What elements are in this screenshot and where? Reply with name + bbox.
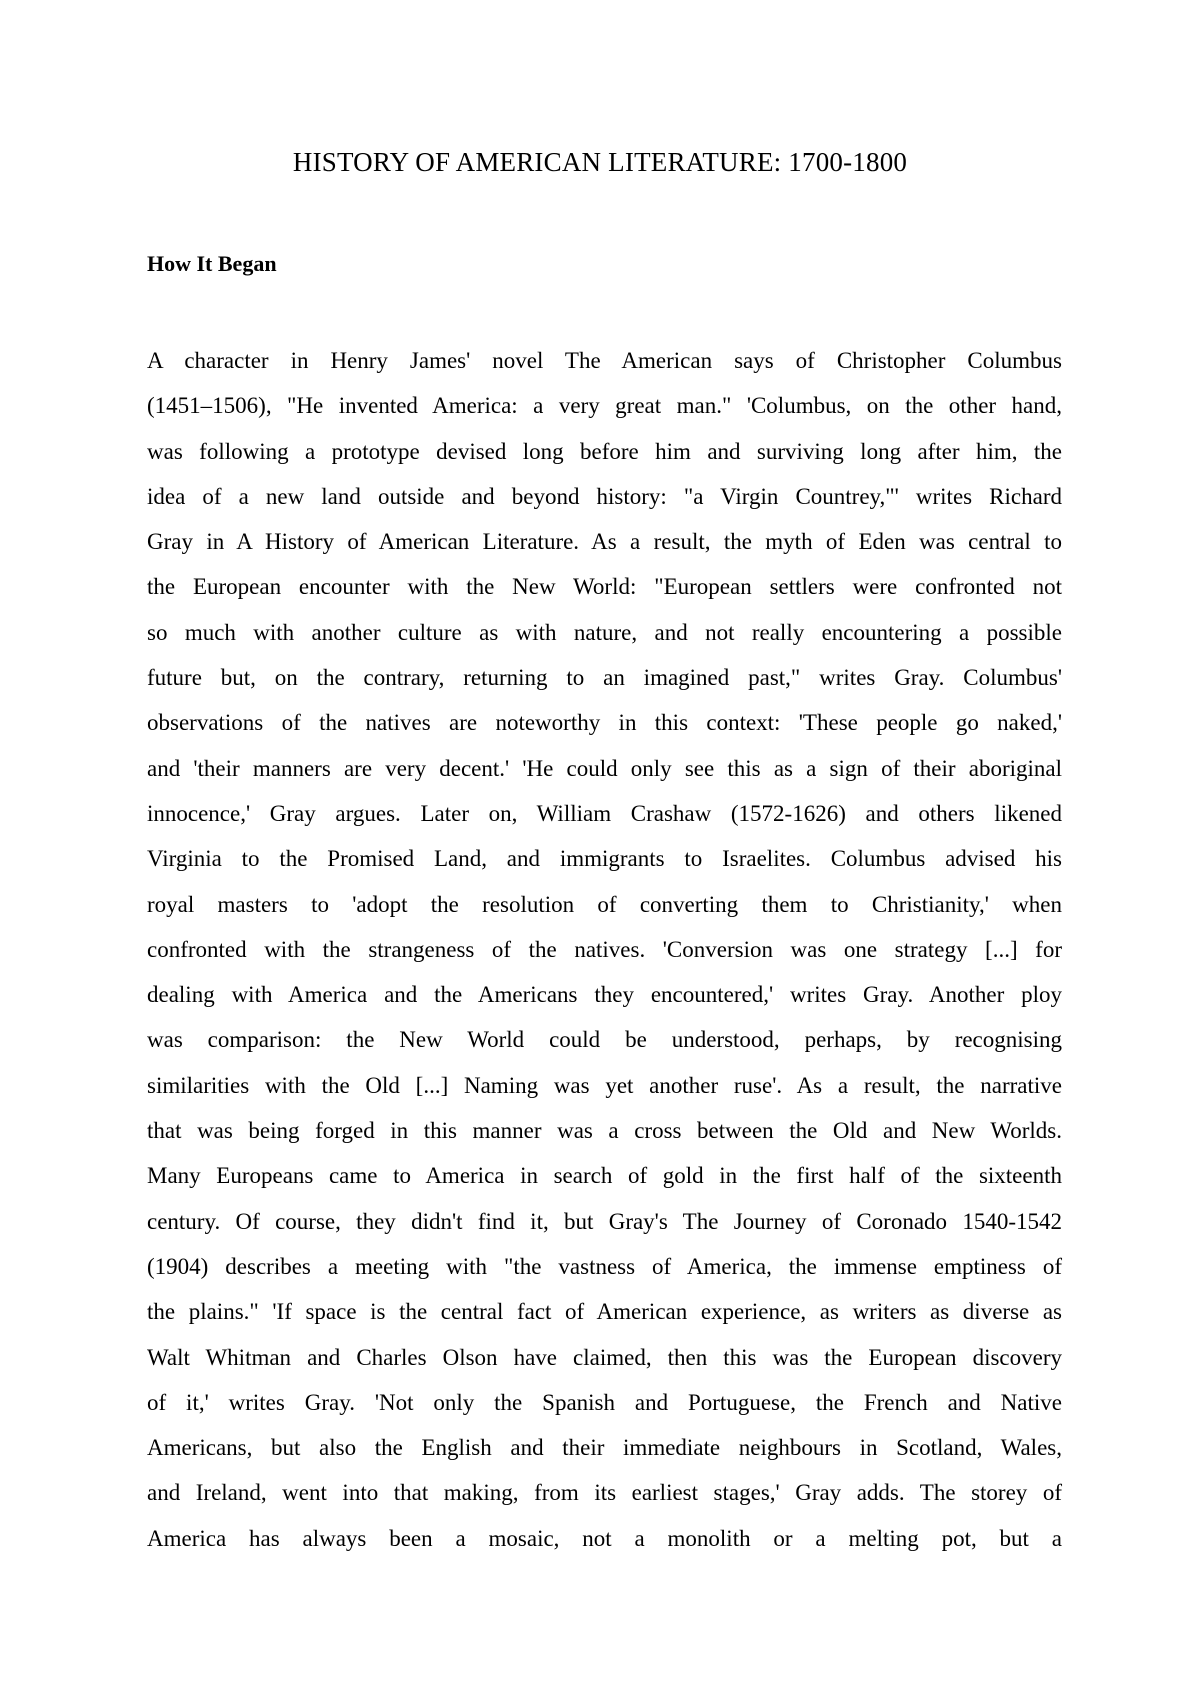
body-paragraph (147, 338, 1062, 1561)
document-title: HISTORY OF AMERICAN LITERATURE: 1700-1800 (292, 147, 908, 177)
body-line: confronted with the strangeness of the natives. 'Conversion was one strategy [...] for (147, 936, 1062, 962)
section-heading: How It Began (147, 251, 277, 276)
body-line: America has always been a mosaic, not a monolith or a melting pot, but a (147, 1525, 1062, 1551)
body-line: of it,' writes Gray. 'Not only the Spanish and Portuguese, the French and Native (147, 1389, 1062, 1415)
body-line: was comparison: the New World could be understood, perhaps, by recognising (147, 1027, 1062, 1053)
body-line: Gray in A History of American Literature. As a result, the myth of Eden was central to (147, 529, 1062, 555)
body-line: idea of a new land outside and beyond history: "a Virgin Countrey,"' writes Richard (147, 483, 1062, 509)
body-line: that was being forged in this manner was a cross between the Old and New Worlds. (147, 1118, 1062, 1144)
body-line: similarities with the Old [...] Naming was yet another ruse'. As a result, the narrative (147, 1072, 1062, 1098)
body-line: royal masters to 'adopt the resolution of converting them to Christianity,' when (147, 891, 1062, 917)
body-line: the European encounter with the New World: "European settlers were confronted not (147, 574, 1062, 600)
body-line: Walt Whitman and Charles Olson have claimed, then this was the European discovery (147, 1344, 1062, 1370)
body-line: was following a prototype devised long before him and surviving long after him, the (147, 438, 1062, 464)
body-line: so much with another culture as with nature, and not really encountering a possible (147, 619, 1062, 645)
body-line: Virginia to the Promised Land, and immigrants to Israelites. Columbus advised his (147, 846, 1062, 872)
body-line: A character in Henry James' novel The American says of Christopher Columbus (147, 348, 1062, 373)
body-line: the plains." 'If space is the central fact of American experience, as writers as diverse as (147, 1299, 1062, 1325)
body-line: observations of the natives are noteworthy in this context: 'These people go naked,' (147, 710, 1062, 736)
body-line: (1451–1506), "He invented America: a very great man." 'Columbus, on the other hand, (147, 393, 1062, 419)
body-line: innocence,' Gray argues. Later on, William Crashaw (1572-1626) and others likened (147, 800, 1062, 826)
body-line: and Ireland, went into that making, from its earliest stages,' Gray adds. The storey of (147, 1480, 1062, 1506)
body-line: century. Of course, they didn't find it, but Gray's The Journey of Coronado 1540-1542 (147, 1208, 1062, 1234)
body-line: (1904) describes a meeting with "the vastness of America, the immense emptiness of (147, 1253, 1062, 1279)
body-line: and 'their manners are very decent.' 'He could only see this as a sign of their aboriginal (147, 755, 1062, 781)
body-line: Many Europeans came to America in search of gold in the first half of the sixteenth (147, 1163, 1062, 1189)
body-line: Americans, but also the English and their immediate neighbours in Scotland, Wales, (147, 1435, 1062, 1461)
body-line: future but, on the contrary, returning to an imagined past," writes Gray. Columbus' (147, 665, 1062, 691)
body-line: dealing with America and the Americans they encountered,' writes Gray. Another ploy (147, 982, 1062, 1008)
